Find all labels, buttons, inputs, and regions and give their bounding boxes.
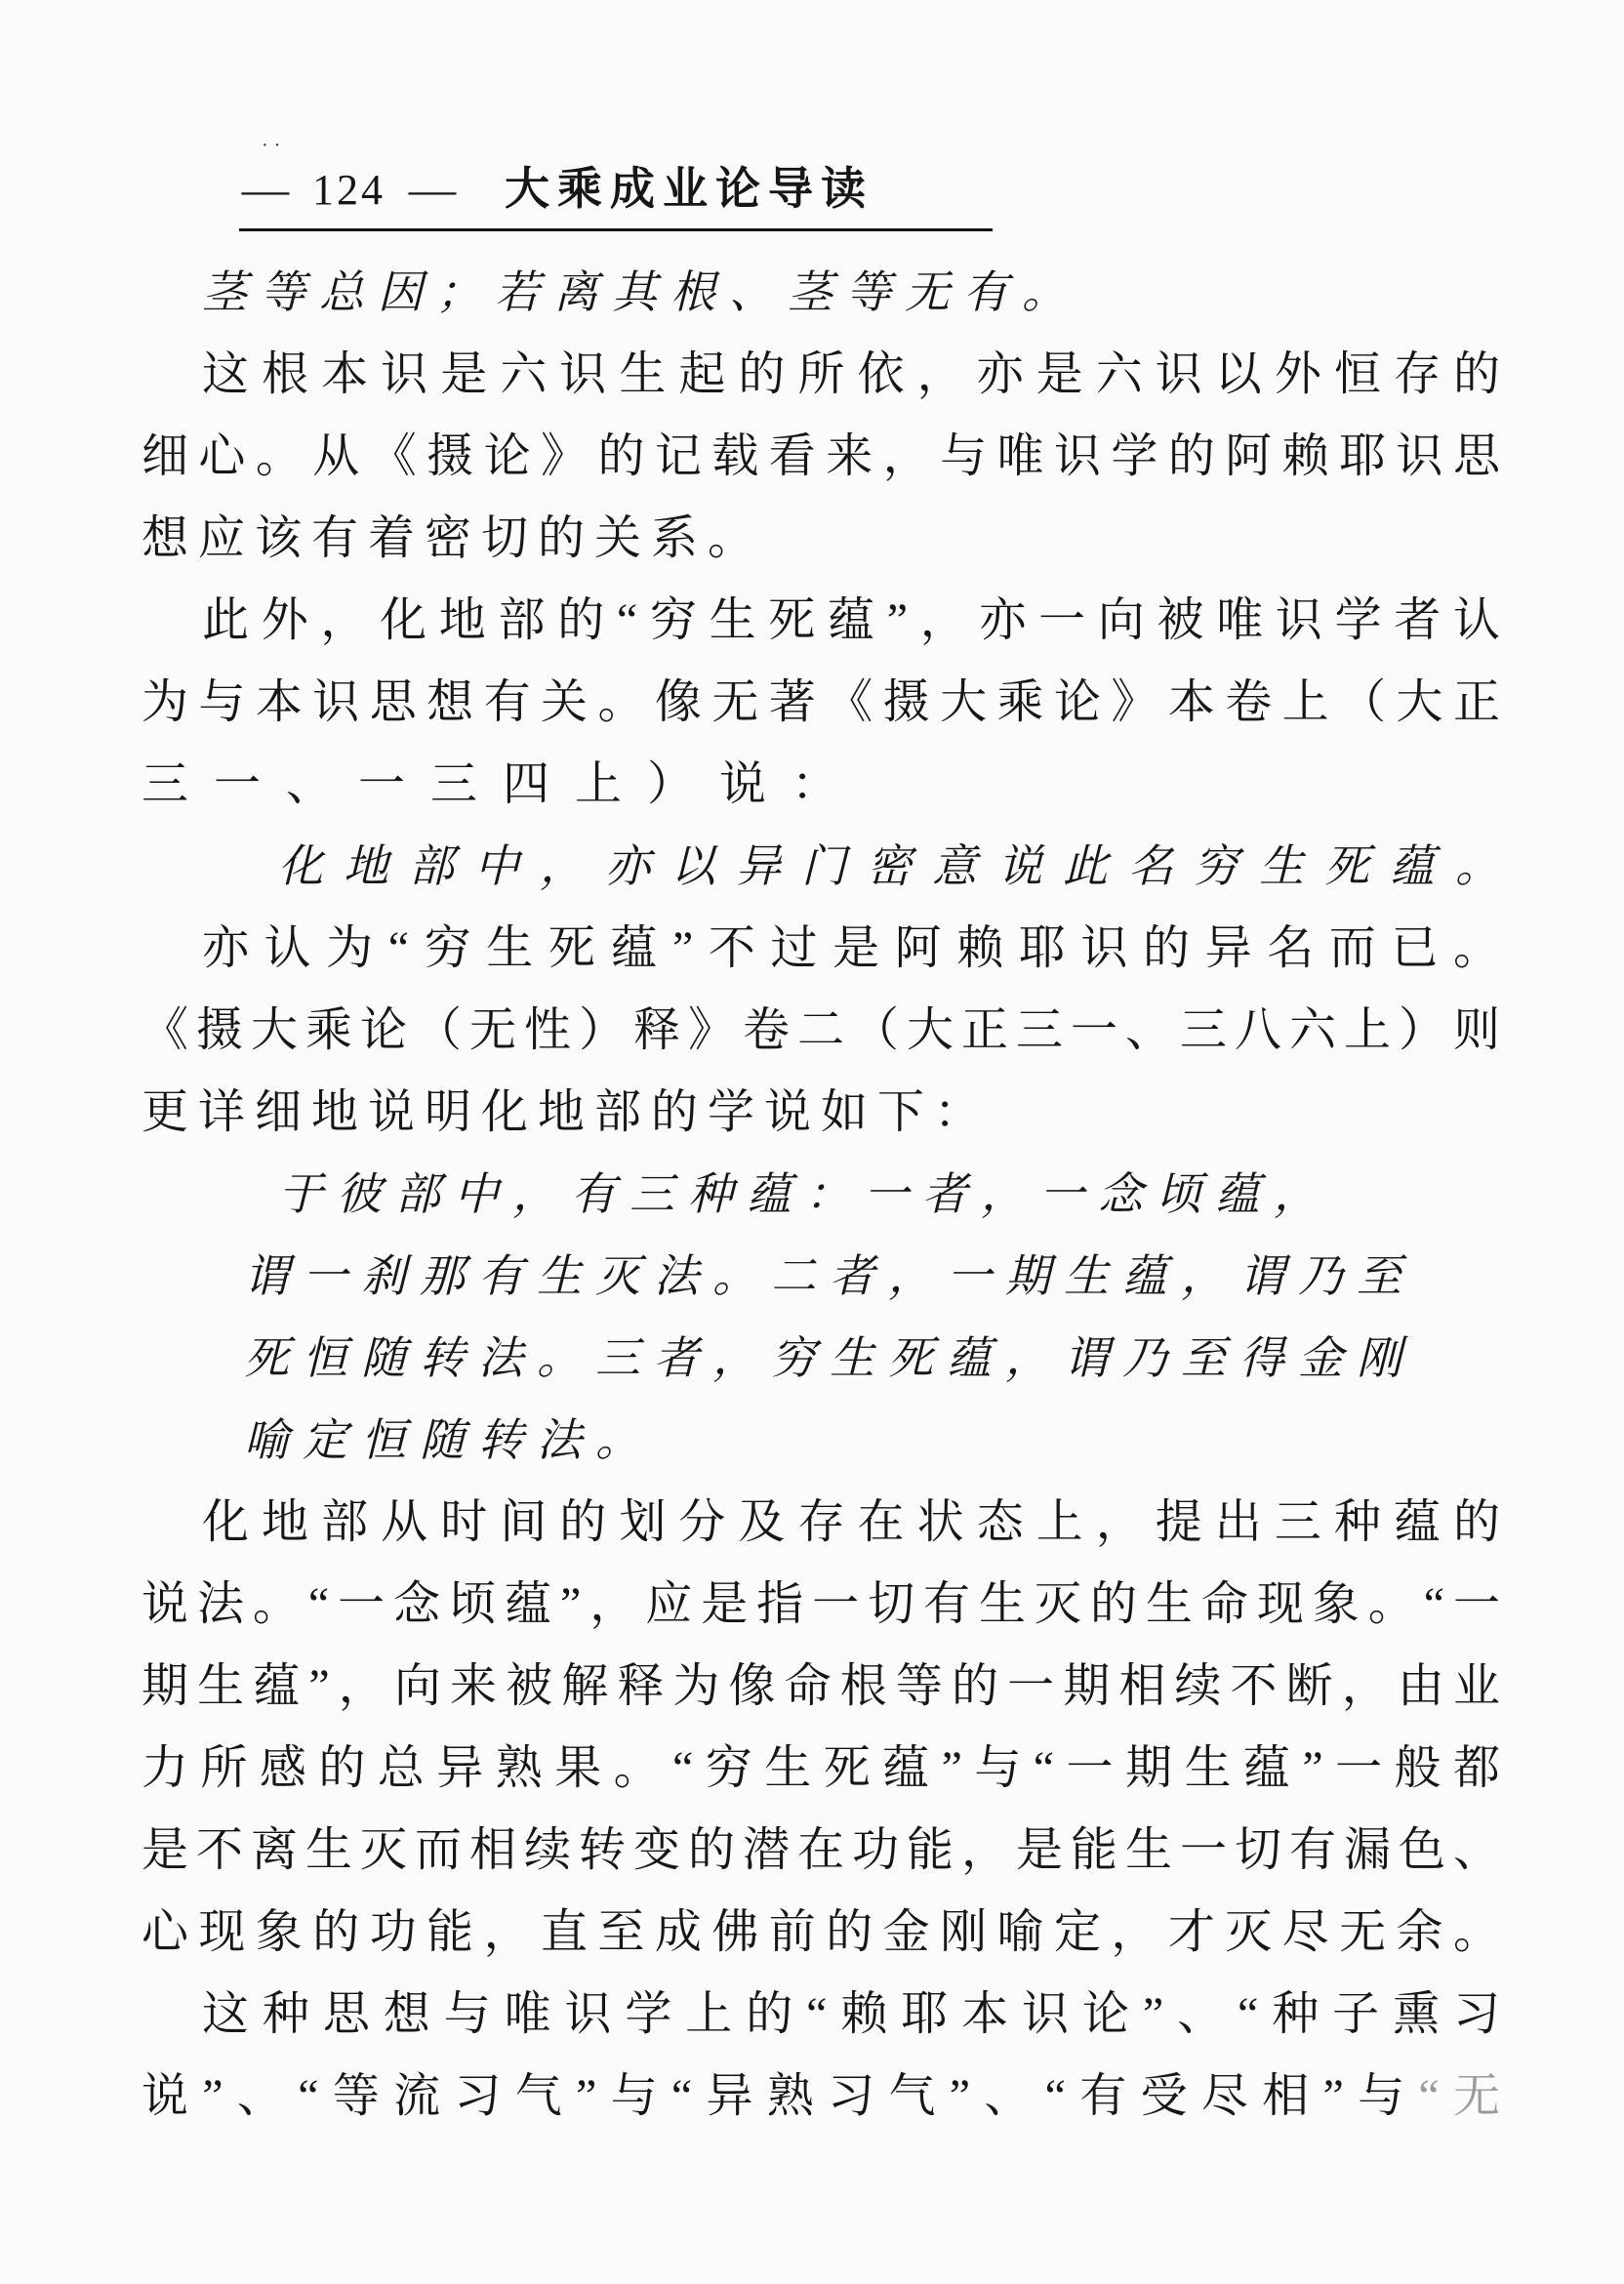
text-line: 细心。从《摄论》的记载看来，与唯识学的阿赖耶识思 (142, 430, 1500, 482)
text-line: 《摄大乘论（无性）释》卷二（大正三一、三八六上）则 (142, 1004, 1500, 1056)
header-rule (239, 228, 993, 231)
faded-character: “无 (1418, 2070, 1500, 2122)
page-number: 124 (312, 166, 386, 214)
text-line: 力所感的总异熟果。“穷生死蕴”与“一期生蕴”一般都 (142, 1742, 1500, 1794)
text-line: 这根本识是六识生起的所依，亦是六识以外恒存的 (202, 348, 1500, 400)
page-header (241, 163, 873, 214)
text-line: 想应该有着密切的关系。 (142, 512, 765, 564)
text-line: 亦认为“穷生死蕴”不过是阿赖耶识的异名而已。 (202, 922, 1500, 974)
text-line: 此外，化地部的“穷生死蕴”，亦一向被唯识学者认 (202, 594, 1500, 646)
header-right-dash: — (408, 166, 457, 214)
text-line: 更详细地说明化地部的学说如下： (142, 1086, 992, 1138)
text-line: 谓一刹那有生灭法。二者，一期生蕴，谓乃至 (244, 1251, 1415, 1301)
text-line: 茎等总因；若离其根、茎等无有。 (202, 267, 1080, 317)
book-title: 大乘成业论导读 (505, 163, 873, 214)
text-body (142, 252, 1500, 2138)
text-line: 死恒随转法。三者，穷生死蕴，谓乃至得金刚 (244, 1333, 1415, 1383)
text-line: 喻定恒随转法。 (244, 1415, 654, 1465)
header-left-dash: — (241, 166, 290, 214)
text-line: 是不离生灭而相续转变的潜在功能，是能生一切有漏色、 (142, 1824, 1500, 1876)
text-line: 说法。“一念顷蕴”，应是指一切有生灭的生命现象。“一 (142, 1578, 1500, 1630)
text-line: 化地部从时间的划分及存在状态上，提出三种蕴的 (202, 1496, 1500, 1548)
text-line: 说”、“等流习气”与“异熟习气”、“有受尽相”与“无 (142, 2070, 1500, 2122)
text-line: 心现象的功能，直至成佛前的金刚喻定，才灭尽无余。 (142, 1906, 1500, 1958)
text-line: 这种思想与唯识学上的“赖耶本识论”、“种子熏习 (202, 1988, 1500, 2040)
text-line: 三一、一三四上）说： (142, 758, 865, 810)
text-line: 为与本识思想有关。像无著《摄大乘论》本卷上（大正 (142, 676, 1500, 728)
text-line: 于彼部中，有三种蕴：一者，一念顷蕴， (278, 1169, 1332, 1219)
text-line: 期生蕴”，向来被解释为像命根等的一期相续不断，由业 (142, 1660, 1500, 1712)
text-line: 化地部中，亦以异门密意说此名穷生死蕴。 (278, 841, 1500, 891)
scan-artifact-dots: ·· (262, 135, 287, 156)
